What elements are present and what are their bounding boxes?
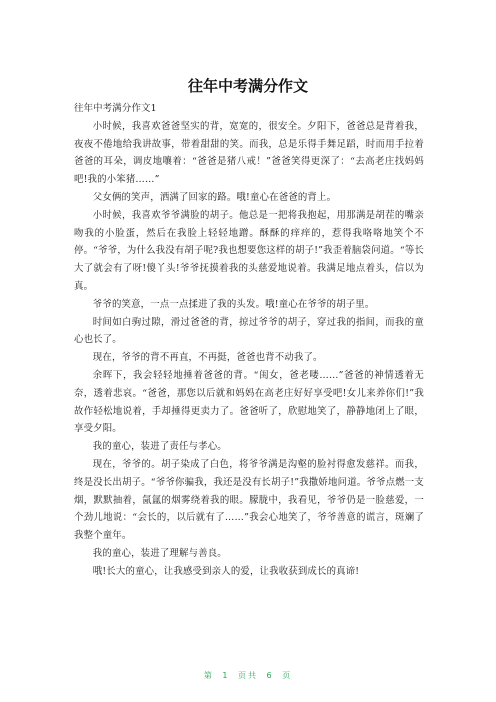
- footer-label-page: 第: [203, 671, 214, 680]
- paragraph: 我的童心，装进了理解与善良。: [92, 547, 227, 559]
- paragraph: 哦!长大的童心，让我感受到亲人的爱，让我收获到成长的真谛!: [92, 565, 360, 577]
- footer-total-pages: 6: [266, 671, 274, 680]
- paragraph: 现在，爷爷的。胡子染成了白色，将爷爷满是沟壑的脸衬得愈发慈祥。而我，终是没长出胡子。“爷爷你骗我，我还是没有长胡子!”我撒娇地问道。爷爷点燃一支烟，默默抽着，氤氲的烟雾绕着我的眼。朦胧中，我看见，爷爷仍是一脸慈爱，一个劲儿地说：“会长的，以后就有了……”我会心地笑了，爷爷善意的谎言，斑斓了我整个童年。: [74, 458, 424, 542]
- paragraph: 时间如白驹过隙，滑过爸爸的背，掠过爷爷的胡子，穿过我的指间，而我的童心也长了。: [74, 316, 424, 346]
- paragraph: 爷爷的笑意，一点一点揉进了我的头发。哦!童心在爷爷的胡子里。: [92, 298, 375, 310]
- document-subtitle: 往年中考满分作文1: [74, 103, 157, 114]
- paragraph: 我的童心，装进了责任与孝心。: [92, 441, 227, 453]
- footer-current-page: 1: [222, 671, 230, 680]
- paragraph: 父女俩的笑声，洒满了回家的路。哦!童心在爸爸的背上。: [92, 191, 337, 203]
- footer-label-of: 页共: [238, 671, 258, 680]
- footer-label-end: 页: [282, 671, 293, 680]
- paragraph: 小时候，我喜欢爷爷满脸的胡子。他总是一把将我抱起，用那满是胡茬的嘴亲吻我的小脸蛋，然后在我脸上轻轻地蹭。酥酥的痒痒的，惹得我咯咯地笑个不停。“爷爷，为什么我没有胡子呢?我也想要您这样的胡子!”我歪着脑袋问道。“等长大了就会有了呀!傻丫头!爷爷抚摸着我的头慈爱地说着。我满足地点着头，信以为真。: [74, 209, 424, 292]
- paragraph: 小时候，我喜欢爸爸坚实的背，宽宽的，很安全。夕阳下，爸爸总是背着我，夜夜不倦地给我讲故事，带着甜甜的笑。而我，总是乐得手舞足蹈，时而用手拉着爸爸的耳朵，调皮地嚷着：“爸爸是猪八戒！”爸爸笑得更深了：“去高老庄找妈妈吧!我的小笨猪……”: [74, 120, 424, 186]
- paragraph: 余晖下，我会轻轻地捶着爸爸的背。“闺女，爸老喽……”爸爸的神情透着无奈，透着悲哀。“爸爸，那您以后就和妈妈在高老庄好好享受吧!女儿来养你们!”我故作轻松地说着，手却捶得更卖力了。爸爸听了，欣慰地笑了，静静地闭上了眼，享受夕阳。: [74, 369, 424, 435]
- page-footer: [0, 670, 496, 681]
- paragraph: 现在，爷爷的背不再直，不再挺，爸爸也背不动我了。: [92, 352, 323, 364]
- page-title: 往年中考满分作文: [187, 77, 308, 95]
- document-body: [74, 100, 424, 581]
